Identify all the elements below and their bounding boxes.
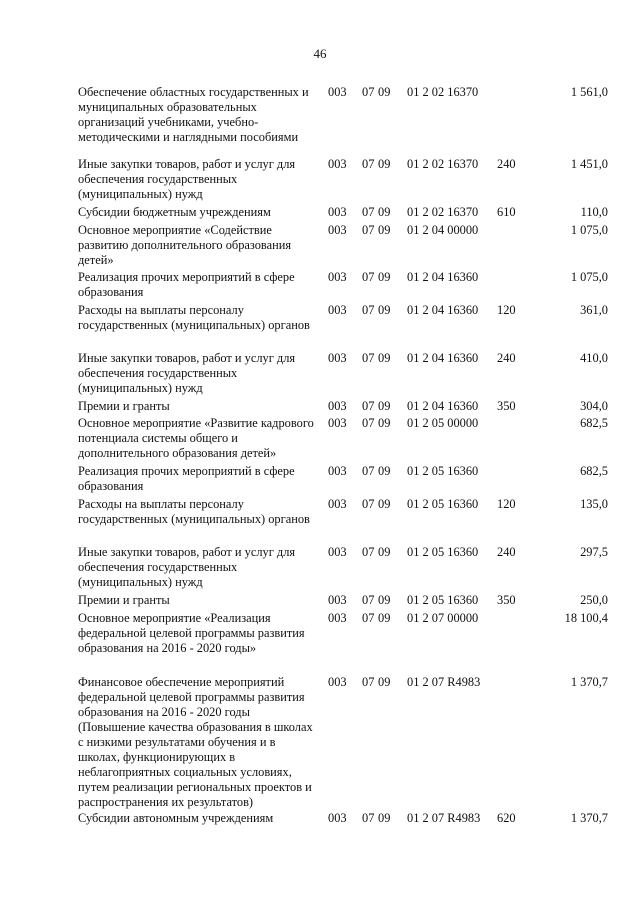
row-amount: 1 075,0 — [570, 270, 608, 284]
table-row — [0, 464, 640, 497]
row-subsection-code: 09 — [378, 811, 391, 825]
row-section-code: 07 — [362, 351, 375, 365]
row-admin-code: 003 — [328, 464, 347, 478]
row-name: Субсидии бюджетным учреждениям — [78, 205, 271, 219]
row-subsection-code: 09 — [378, 593, 391, 607]
row-section-code: 07 — [362, 593, 375, 607]
row-admin-code: 003 — [328, 270, 347, 284]
row-expense-type: 240 — [497, 157, 516, 171]
row-amount: 18 100,4 — [564, 611, 608, 625]
row-section-code: 07 — [362, 545, 375, 559]
row-subsection-code: 09 — [378, 270, 391, 284]
row-target-article: 01 2 05 16360 — [407, 464, 479, 478]
row-section-code: 07 — [362, 270, 375, 284]
row-section-code: 07 — [362, 399, 375, 413]
row-admin-code: 003 — [328, 675, 347, 689]
table-row — [0, 811, 640, 829]
row-section-code: 07 — [362, 303, 375, 317]
row-expense-type: 350 — [497, 399, 516, 413]
row-name: Иные закупки товаров, работ и услуг для обеспечения государственных (муниципальных) нужд — [78, 545, 296, 589]
row-name: Премии и гранты — [78, 593, 170, 607]
table-row — [0, 593, 640, 611]
row-amount: 682,5 — [580, 464, 608, 478]
row-amount: 1 561,0 — [570, 85, 608, 99]
row-section-code: 07 — [362, 416, 375, 430]
row-expense-type: 120 — [497, 497, 516, 511]
row-admin-code: 003 — [328, 157, 347, 171]
row-section-code: 07 — [362, 675, 375, 689]
row-section-code: 07 — [362, 157, 375, 171]
row-expense-type: 240 — [497, 351, 516, 365]
row-amount: 135,0 — [580, 497, 608, 511]
row-name: Иные закупки товаров, работ и услуг для обеспечения государственных (муниципальных) нужд — [78, 351, 296, 395]
row-expense-type: 240 — [497, 545, 516, 559]
row-subsection-code: 09 — [378, 399, 391, 413]
row-amount: 682,5 — [580, 416, 608, 430]
row-subsection-code: 09 — [378, 497, 391, 511]
row-amount: 110,0 — [580, 205, 608, 219]
row-name: Основное мероприятие «Содействие развитию дополнительного образования детей» — [78, 223, 292, 267]
page-number: 46 — [313, 46, 327, 61]
row-amount: 410,0 — [580, 351, 608, 365]
row-subsection-code: 09 — [378, 205, 391, 219]
row-admin-code: 003 — [328, 205, 347, 219]
budget-table — [0, 85, 640, 829]
row-subsection-code: 09 — [378, 416, 391, 430]
row-amount: 297,5 — [580, 545, 608, 559]
table-row — [0, 611, 640, 675]
table-row — [0, 497, 640, 545]
row-section-code: 07 — [362, 811, 375, 825]
table-row — [0, 303, 640, 351]
row-section-code: 07 — [362, 464, 375, 478]
table-row — [0, 416, 640, 464]
row-admin-code: 003 — [328, 497, 347, 511]
row-section-code: 07 — [362, 85, 375, 99]
row-admin-code: 003 — [328, 416, 347, 430]
row-name: Реализация прочих мероприятий в сфере образования — [78, 464, 295, 493]
table-row — [0, 675, 640, 811]
row-name: Премии и гранты — [78, 399, 170, 413]
row-expense-type: 350 — [497, 593, 516, 607]
row-expense-type: 610 — [497, 205, 516, 219]
table-row — [0, 270, 640, 303]
row-amount: 1 370,7 — [570, 675, 608, 689]
row-target-article: 01 2 04 16360 — [407, 270, 479, 284]
row-target-article: 01 2 07 R4983 — [407, 675, 481, 689]
row-section-code: 07 — [362, 223, 375, 237]
row-name: Финансовое обеспечение мероприятий федеральной целевой программы развития образования на 2016 - 2020 годы (Повышение качества образования в школах с низкими результатами обучения и в школах, функционирующих в неблагоприятных социальных условиях, путем реализации региональных проектов и распространения их результатов) — [78, 675, 313, 809]
row-amount: 304,0 — [580, 399, 608, 413]
row-name: Расходы на выплаты персоналу государственных (муниципальных) органов — [78, 303, 310, 332]
row-target-article: 01 2 02 16370 — [407, 157, 479, 171]
row-amount: 250,0 — [580, 593, 608, 607]
row-amount: 1 075,0 — [570, 223, 608, 237]
row-expense-type: 620 — [497, 811, 516, 825]
row-section-code: 07 — [362, 611, 375, 625]
row-name: Иные закупки товаров, работ и услуг для обеспечения государственных (муниципальных) нужд — [78, 157, 296, 201]
row-name: Обеспечение областных государственных и муниципальных образовательных организаций учебниками, учебно-методическими и наглядными пособиями — [78, 85, 309, 144]
table-row — [0, 157, 640, 205]
table-row — [0, 351, 640, 399]
row-subsection-code: 09 — [378, 303, 391, 317]
row-target-article: 01 2 07 00000 — [407, 611, 479, 625]
row-section-code: 07 — [362, 205, 375, 219]
row-admin-code: 003 — [328, 593, 347, 607]
row-subsection-code: 09 — [378, 85, 391, 99]
row-subsection-code: 09 — [378, 223, 391, 237]
row-target-article: 01 2 04 00000 — [407, 223, 479, 237]
row-name: Основное мероприятие «Реализация федеральной целевой программы развития образования на 2016 - 2020 годы» — [78, 611, 305, 655]
table-row — [0, 85, 640, 157]
table-row — [0, 399, 640, 416]
row-target-article: 01 2 05 16360 — [407, 497, 479, 511]
row-admin-code: 003 — [328, 303, 347, 317]
row-target-article: 01 2 04 16360 — [407, 303, 479, 317]
row-subsection-code: 09 — [378, 351, 391, 365]
row-subsection-code: 09 — [378, 157, 391, 171]
row-section-code: 07 — [362, 497, 375, 511]
row-target-article: 01 2 02 16370 — [407, 85, 479, 99]
row-admin-code: 003 — [328, 399, 347, 413]
row-target-article: 01 2 05 16360 — [407, 593, 479, 607]
row-target-article: 01 2 05 16360 — [407, 545, 479, 559]
row-admin-code: 003 — [328, 85, 347, 99]
table-row — [0, 545, 640, 593]
row-subsection-code: 09 — [378, 545, 391, 559]
table-row — [0, 205, 640, 223]
row-name: Основное мероприятие «Развитие кадрового потенциала системы общего и дополнительного образования детей» — [78, 416, 314, 460]
row-subsection-code: 09 — [378, 464, 391, 478]
row-admin-code: 003 — [328, 223, 347, 237]
row-target-article: 01 2 04 16360 — [407, 351, 479, 365]
row-amount: 1 370,7 — [570, 811, 608, 825]
row-target-article: 01 2 07 R4983 — [407, 811, 481, 825]
row-name: Расходы на выплаты персоналу государственных (муниципальных) органов — [78, 497, 310, 526]
row-admin-code: 003 — [328, 545, 347, 559]
row-admin-code: 003 — [328, 351, 347, 365]
row-target-article: 01 2 04 16360 — [407, 399, 479, 413]
row-amount: 361,0 — [580, 303, 608, 317]
row-target-article: 01 2 02 16370 — [407, 205, 479, 219]
row-admin-code: 003 — [328, 611, 347, 625]
row-subsection-code: 09 — [378, 675, 391, 689]
row-expense-type: 120 — [497, 303, 516, 317]
row-admin-code: 003 — [328, 811, 347, 825]
row-subsection-code: 09 — [378, 611, 391, 625]
row-name: Субсидии автономным учреждениям — [78, 811, 274, 825]
row-amount: 1 451,0 — [570, 157, 608, 171]
row-name: Реализация прочих мероприятий в сфере образования — [78, 270, 295, 299]
row-target-article: 01 2 05 00000 — [407, 416, 479, 430]
table-row — [0, 223, 640, 270]
